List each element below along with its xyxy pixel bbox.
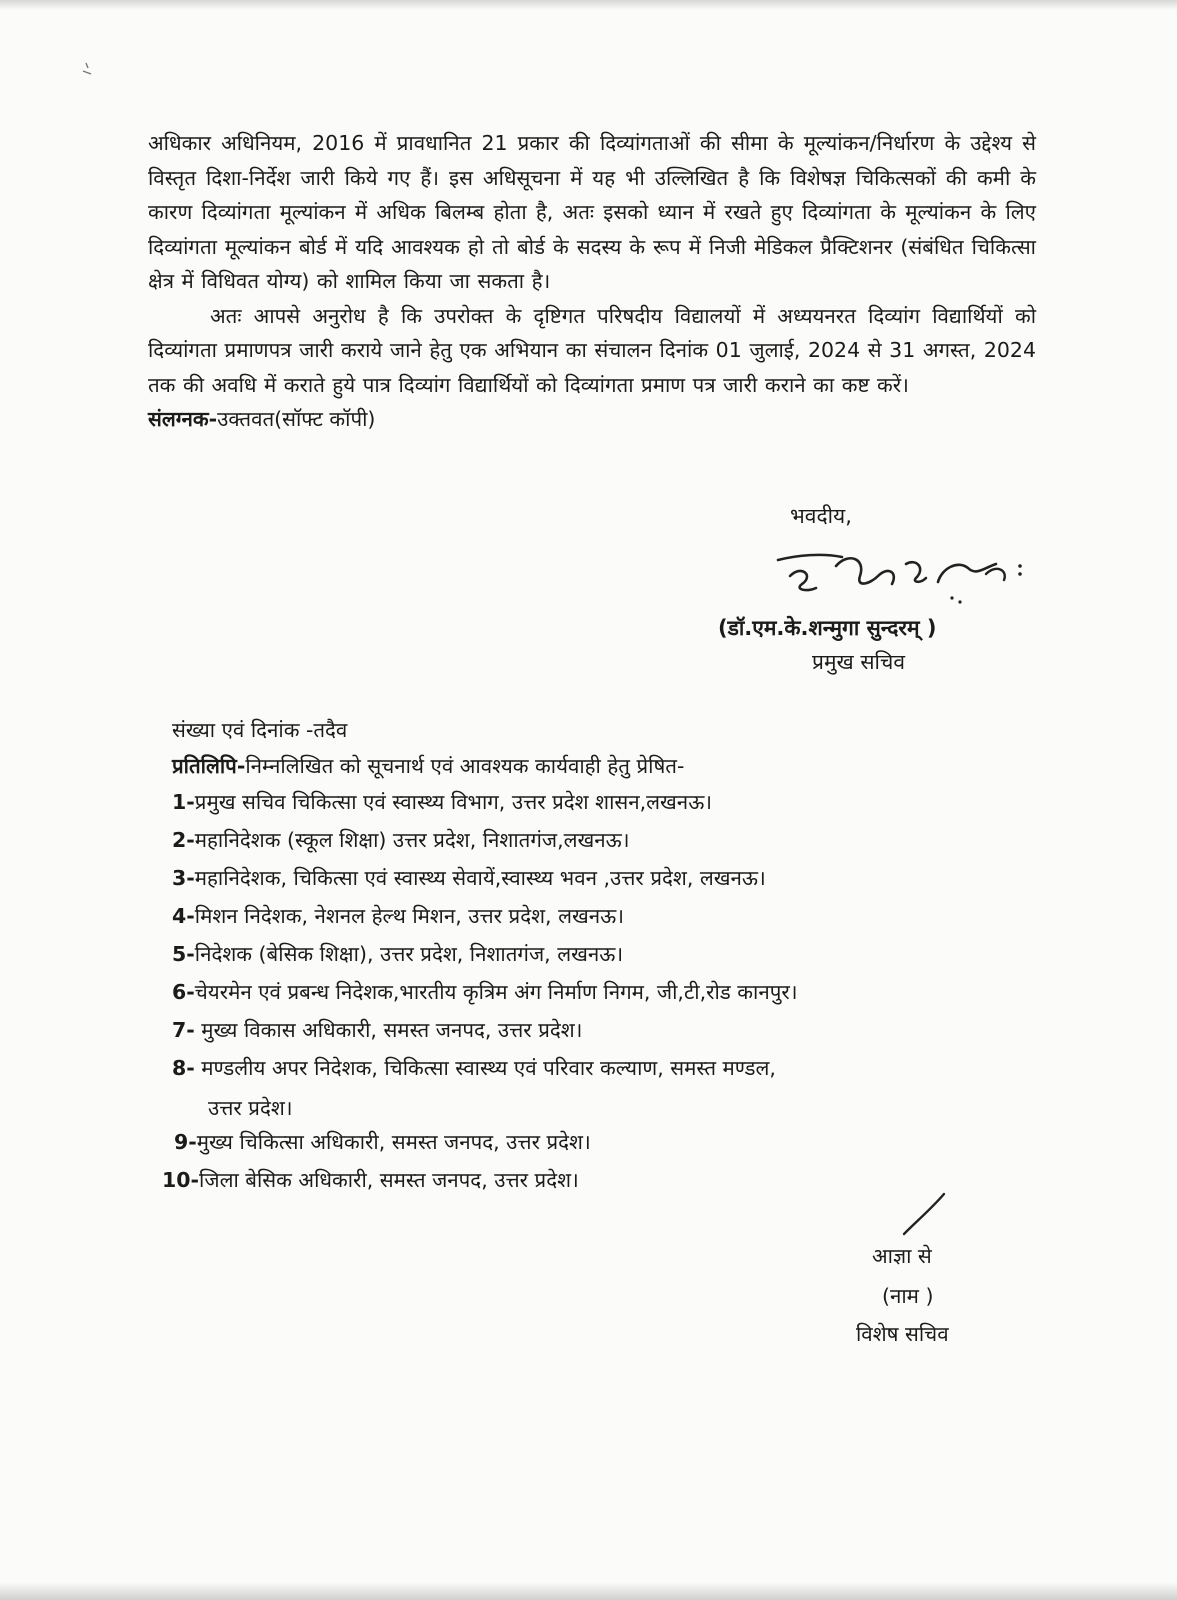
list-item	[172, 788, 712, 816]
item-number: 6-	[172, 980, 195, 1004]
item-continuation: उत्तर प्रदेश।	[208, 1096, 293, 1120]
signatory-designation: प्रमुख सचिव	[812, 650, 906, 674]
signatory-name: (डॉ.एम.के.शन्मुगा सुन्दरम् )	[718, 616, 937, 640]
item-number: 7-	[172, 1018, 195, 1042]
scan-shadow-top	[0, 0, 1177, 10]
scan-shadow-bottom	[0, 1582, 1177, 1600]
body-paragraph-2: अतः आपसे अनुरोध है कि उपरोक्त के दृष्टिगत परिषदीय विद्यालयों में अध्ययनरत दिव्यांग विद्यार्थियों को दिव्यांगता प्रमाणपत्र जारी कराये जाने हेतु एक अभियान का संचालन दिनांक 01 जुलाई, 2024 से 31 अगस्त, 2024 तक की अवधि में कराते हुये पात्र दिव्यांग विद्यार्थियों को दिव्यांगता प्रमाण पत्र जारी कराने का कष्ट करें।	[148, 303, 1036, 397]
item-number: 10-	[162, 1168, 200, 1192]
copy-intro-line	[172, 752, 684, 780]
item-text: महानिदेशक (स्कूल शिक्षा) उत्तर प्रदेश, निशातगंज,लखनऊ।	[194, 828, 630, 852]
item-text: महानिदेशक, चिकित्सा एवं स्वास्थ्य सेवायें,स्वास्थ्य भवन ,उत्तर प्रदेश, लखनऊ।	[194, 866, 766, 890]
handwritten-signature	[770, 538, 1040, 608]
enclosure-label: संलग्नक-	[148, 407, 218, 431]
enclosure-text: उक्तवत(सॉफ्ट कॉपी)	[217, 407, 376, 431]
copy-label: प्रतिलिपि-	[172, 754, 246, 778]
order-name-placeholder: (नाम )	[882, 1284, 934, 1308]
item-number: 5-	[172, 942, 195, 966]
salutation: भवदीय,	[790, 504, 852, 528]
order-designation: विशेष सचिव	[856, 1322, 949, 1346]
list-item	[172, 902, 624, 930]
copy-intro: निम्नलिखित को सूचनार्थ एवं आवश्यक कार्यवाही हेतु प्रेषित-	[245, 754, 685, 778]
item-text: मिशन निदेशक, नेशनल हेल्थ मिशन, उत्तर प्रदेश, लखनऊ।	[194, 904, 624, 928]
body-paragraph-1: अधिकार अधिनियम, 2016 में प्रावधानित 21 प्रकार की दिव्यांगताओं की सीमा के मूल्यांकन/निर्धारण के उद्देश्य से विस्तृत दिशा-निर्देश जारी किये गए हैं। इस अधिसूचना में यह भी उल्लिखित है कि विशेषज्ञ चिकित्सकों की कमी के कारण दिव्यांगता मूल्यांकन में अधिक बिलम्ब होता है, अतः इसको ध्यान में रखते हुए दिव्यांगता के मूल्यांकन के लिए दिव्यांगता मूल्यांकन बोर्ड में यदि आवश्यक हो तो बोर्ड के सदस्य के रूप में निजी मेडिकल प्रैक्टिशनर (संबंधित चिकित्सा क्षेत्र में विधिवत योग्य) को शामिल किया जा सकता है।	[148, 131, 1036, 293]
reference-line: संख्या एवं दिनांक -तदैव	[172, 718, 348, 742]
item-text: प्रमुख सचिव चिकित्सा एवं स्वास्थ्य विभाग, उत्तर प्रदेश शासन,लखनऊ।	[194, 790, 713, 814]
list-item	[172, 940, 623, 968]
enclosure-line	[148, 402, 1036, 437]
list-item	[172, 978, 798, 1006]
item-text: मुख्य विकास अधिकारी, समस्त जनपद, उत्तर प्रदेश।	[194, 1018, 583, 1042]
item-number: 3-	[172, 866, 195, 890]
item-text: चेयरमेन एवं प्रबन्ध निदेशक,भारतीय कृत्रिम अंग निर्माण निगम, जी,टी,रोड कानपुर।	[194, 980, 798, 1004]
list-item	[162, 1166, 579, 1194]
item-number: 2-	[172, 828, 195, 852]
list-item	[172, 826, 630, 854]
handwritten-tick-mark	[898, 1190, 948, 1240]
list-item	[174, 1128, 591, 1156]
list-item	[172, 864, 766, 892]
item-number: 4-	[172, 904, 195, 928]
item-number: 8-	[172, 1056, 195, 1080]
scan-speck-mark	[80, 62, 94, 78]
letter-body	[148, 126, 1036, 437]
list-item	[172, 1016, 582, 1044]
by-order-block	[840, 1190, 1040, 1360]
item-text: मुख्य चिकित्सा अधिकारी, समस्त जनपद, उत्तर प्रदेश।	[196, 1130, 591, 1154]
item-number: 1-	[172, 790, 195, 814]
item-text: निदेशक (बेसिक शिक्षा), उत्तर प्रदेश, निशातगंज, लखनऊ।	[194, 942, 624, 966]
list-item	[172, 1054, 776, 1122]
item-text: मण्डलीय अपर निदेशक, चिकित्सा स्वास्थ्य एवं परिवार कल्याण, समस्त मण्डल,	[194, 1056, 776, 1080]
item-text: जिला बेसिक अधिकारी, समस्त जनपद, उत्तर प्रदेश।	[199, 1168, 579, 1192]
item-number: 9-	[174, 1130, 197, 1154]
by-order-text: आज्ञा से	[872, 1244, 932, 1268]
